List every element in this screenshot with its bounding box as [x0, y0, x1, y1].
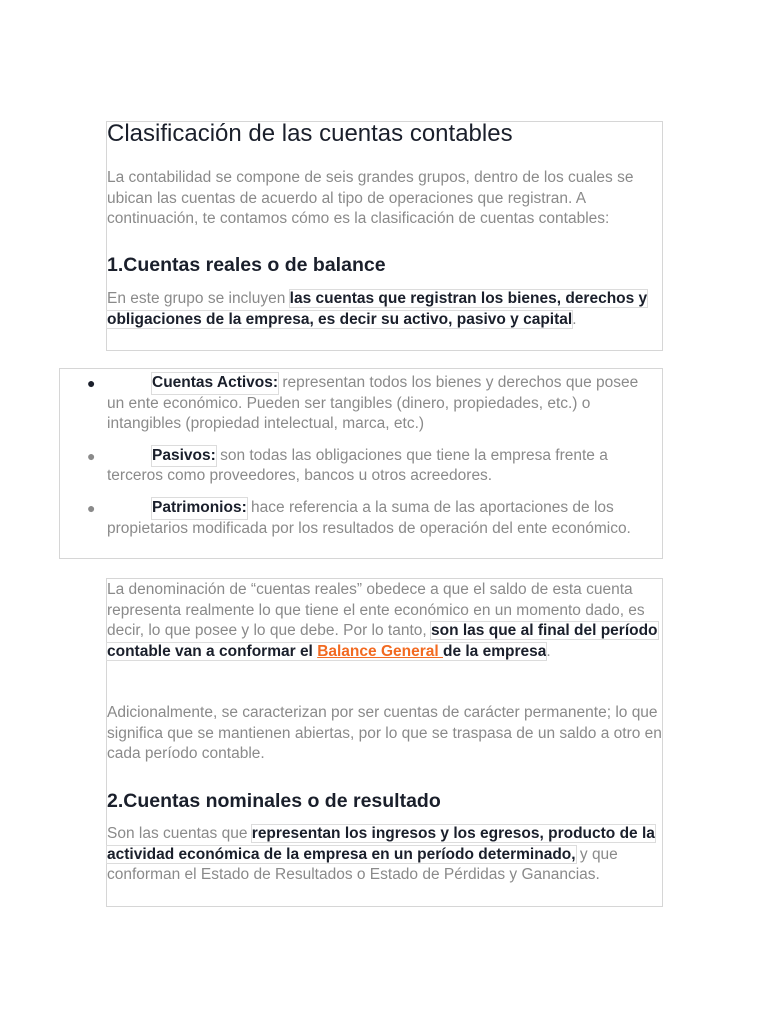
heading-cuentas-reales: 1.Cuentas reales o de balance [107, 254, 386, 276]
text-span: y que conforman el Estado de Resultados o Estado de Pérdidas y Ganancias. [107, 845, 618, 884]
bullet-list [59, 373, 663, 550]
list-item [59, 498, 663, 539]
bullet-term: Pasivos: [152, 446, 216, 467]
heading-cuentas-nominales: 2.Cuentas nominales o de resultado [107, 790, 441, 812]
bullet-text: son todas las obligaciones que tiene la empresa frente a terceros como proveedores, bancos u otros acreedores. [107, 446, 608, 485]
bold-highlight: representan los ingresos y los egresos, producto de la actividad económica de la empresa en un período determinado, [107, 825, 655, 863]
bullet-term: Cuentas Activos: [152, 373, 278, 394]
intro-paragraph: La contabilidad se compone de seis grandes grupos, dentro de los cuales se ubican las cuentas de acuerdo al tipo de operaciones que registran. A continuación, te contamos cómo es la clasificación de cuentas contables: [107, 169, 634, 228]
paragraph-adicionalmente: Adicionalmente, se caracterizan por ser cuentas de carácter permanente; lo que significa que se mantienen abiertas, por lo que se traspasa de un saldo a otro en cada período contable. [107, 704, 662, 763]
bullet-icon: ● [87, 499, 96, 516]
bullet-text: representan todos los bienes y derechos que posee un ente económico. Pueden ser tangibles (dinero, propiedades, etc.) o intangibles (propiedad intelectual, marca, etc.) [107, 374, 639, 433]
page-title: Clasificación de las cuentas contables [107, 120, 513, 147]
bullet-term: Patrimonios: [152, 498, 247, 519]
text-span: . [572, 310, 577, 328]
bold-text: de la empresa [442, 642, 547, 660]
text-span: En este grupo se incluyen [107, 290, 290, 307]
list-item [59, 373, 663, 435]
bullet-icon: ● [87, 375, 96, 391]
bold-highlight: las cuentas que registran los bienes, derechos y obligaciones de la empresa, es decir su activo, pasivo y capital [107, 290, 648, 328]
balance-general-link[interactable]: Balance General [317, 642, 443, 660]
text-span: Son las cuentas que [107, 825, 252, 842]
bold-text: son las que al final del período contable van a conformar el [107, 622, 658, 660]
bullet-icon: ● [87, 447, 96, 464]
text-span: La denominación de “cuentas reales” obedece a que el saldo de esta cuenta representa realmente lo que tiene el ente económico en un momento dado, es decir, lo que posee y lo que debe. Por lo tanto, [107, 581, 645, 640]
list-item [59, 446, 663, 487]
paragraph-denominacion [107, 580, 663, 662]
paragraph-cuentas-reales [107, 289, 663, 330]
bullet-text: hace referencia a la suma de las aportaciones de los propietarios modificada por los resultados de operación del ente económico. [107, 498, 631, 537]
paragraph-cuentas-nominales [107, 824, 663, 886]
text-span: . [546, 642, 551, 660]
